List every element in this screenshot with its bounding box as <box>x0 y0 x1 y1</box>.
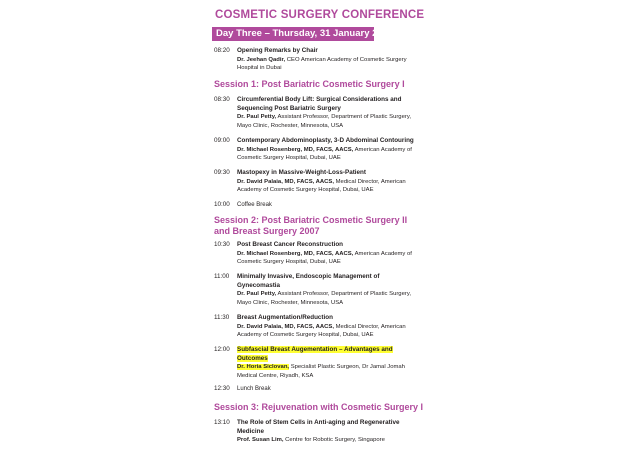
speaker-name: Dr. Paul Petty, <box>237 114 277 121</box>
item-body <box>237 169 423 195</box>
talk-title: Contemporary Abdominoplasty, 3-D Abdominal Contouring <box>237 137 414 144</box>
break-label: Coffee Break <box>237 202 272 208</box>
speaker-line <box>237 146 423 163</box>
speaker-name: Dr. Michael Rosenberg, MD, FACS, AACS, <box>237 146 354 153</box>
speaker-line <box>237 56 423 73</box>
highlighted-talk-title: Subfascial Breast Augementation – Advantages and Outcomes <box>237 346 393 362</box>
session-heading-2: Session 2: Post Bariatric Cosmetic Surgery II and Breast Surgery 2007 <box>214 215 408 236</box>
speaker-name: Dr. Michael Rosenberg, MD, FACS, AACS, <box>237 250 354 257</box>
speaker-name: Dr. Jeehan Qadir, <box>237 56 286 63</box>
item-body <box>237 201 423 210</box>
session-heading-3: Session 3: Rejuvenation with Cosmetic Surgery I <box>214 402 424 412</box>
speaker-line <box>237 323 423 340</box>
item-time: 10:30 <box>214 241 230 248</box>
item-body <box>237 314 423 340</box>
speaker-affiliation: Medical Director, American Academy of Cosmetic Surgery Hospital, Dubai, UAE <box>237 323 406 339</box>
talk-title-highlighted <box>237 346 423 363</box>
item-body <box>237 241 423 267</box>
item-time: 12:00 <box>214 346 230 353</box>
speaker-line <box>237 290 423 307</box>
talk-title: Post Breast Cancer Reconstruction <box>237 241 344 248</box>
talk-title: The Role of Stem Cells in Anti-aging and Regenerative Medicine <box>237 419 400 435</box>
speaker-affiliation: Medical Director, American Academy of Cosmetic Surgery Hospital, Dubai, UAE <box>237 178 406 194</box>
talk-title: Opening Remarks by Chair <box>237 47 318 54</box>
break-label: Lunch Break <box>237 386 271 392</box>
talk-title: Minimally Invasive, Endoscopic Management of Gynecomastia <box>237 273 380 289</box>
talk-title: Circumferential Body Lift: Surgical Considerations and Sequencing Post Bariatric Surgery <box>237 96 402 112</box>
item-time: 12:30 <box>214 385 230 392</box>
day-banner: Day Three – Thursday, 31 January 2008 <box>212 27 374 41</box>
speaker-affiliation: Assistant Professor, Department of Plastic Surgery, Mayo Clinic, Rochester, Minnesota, USA <box>237 291 411 306</box>
speaker-affiliation: American Academy of Cosmetic Surgery Hospital, Dubai, UAE <box>237 250 412 266</box>
speaker-line <box>237 178 423 195</box>
speaker-name: Prof. Susan Lim, <box>237 437 284 444</box>
item-time: 10:00 <box>214 201 230 208</box>
item-time: 09:30 <box>214 169 230 176</box>
item-time: 13:10 <box>214 419 230 426</box>
speaker-affiliation: Specialist Plastic Surgeon, Dr Jamal Jomah Medical Centre, Riyadh, KSA <box>237 364 405 379</box>
item-time: 08:30 <box>214 96 230 103</box>
item-time: 09:00 <box>214 137 230 144</box>
speaker-affiliation: Centre for Robotic Surgery, Singapore <box>283 437 385 444</box>
item-body <box>237 385 423 394</box>
speaker-name: Dr. Paul Petty, <box>237 291 277 298</box>
item-time: 08:20 <box>214 47 230 54</box>
item-body <box>237 273 423 307</box>
speaker-name: Dr. David Palaia, MD, FACS, AACS, <box>237 323 335 330</box>
item-body <box>237 47 423 73</box>
item-time: 11:30 <box>214 314 230 321</box>
speaker-line <box>237 250 423 267</box>
speaker-affiliation: Assistant Professor, Department of Plastic Surgery, Mayo Clinic, Rochester, Minnesota, USA <box>237 114 411 129</box>
speaker-line <box>237 436 423 445</box>
speaker-name: Dr. David Palaia, MD, FACS, AACS, <box>237 178 335 185</box>
speaker-line <box>237 363 423 380</box>
item-time: 11:00 <box>214 273 230 280</box>
item-body <box>237 419 423 445</box>
highlighted-speaker-name: Dr. Horia Siclovan, <box>237 364 290 371</box>
session-heading-1: Session 1: Post Bariatric Cosmetic Surgery I <box>214 79 405 89</box>
speaker-affiliation: CEO American Academy of Cosmetic Surgery Hospital in Dubai <box>237 56 407 72</box>
talk-title: Mastopexy in Massive-Weight-Loss-Patient <box>237 169 366 176</box>
speaker-line <box>237 113 423 130</box>
speaker-affiliation: American Academy of Cosmetic Surgery Hospital, Dubai, UAE <box>237 146 412 162</box>
talk-title: Breast Augmentation/Reduction <box>237 314 333 321</box>
item-body <box>237 346 423 380</box>
conference-title: COSMETIC SURGERY CONFERENCE <box>215 9 425 21</box>
item-body <box>237 137 423 163</box>
item-body <box>237 96 423 130</box>
